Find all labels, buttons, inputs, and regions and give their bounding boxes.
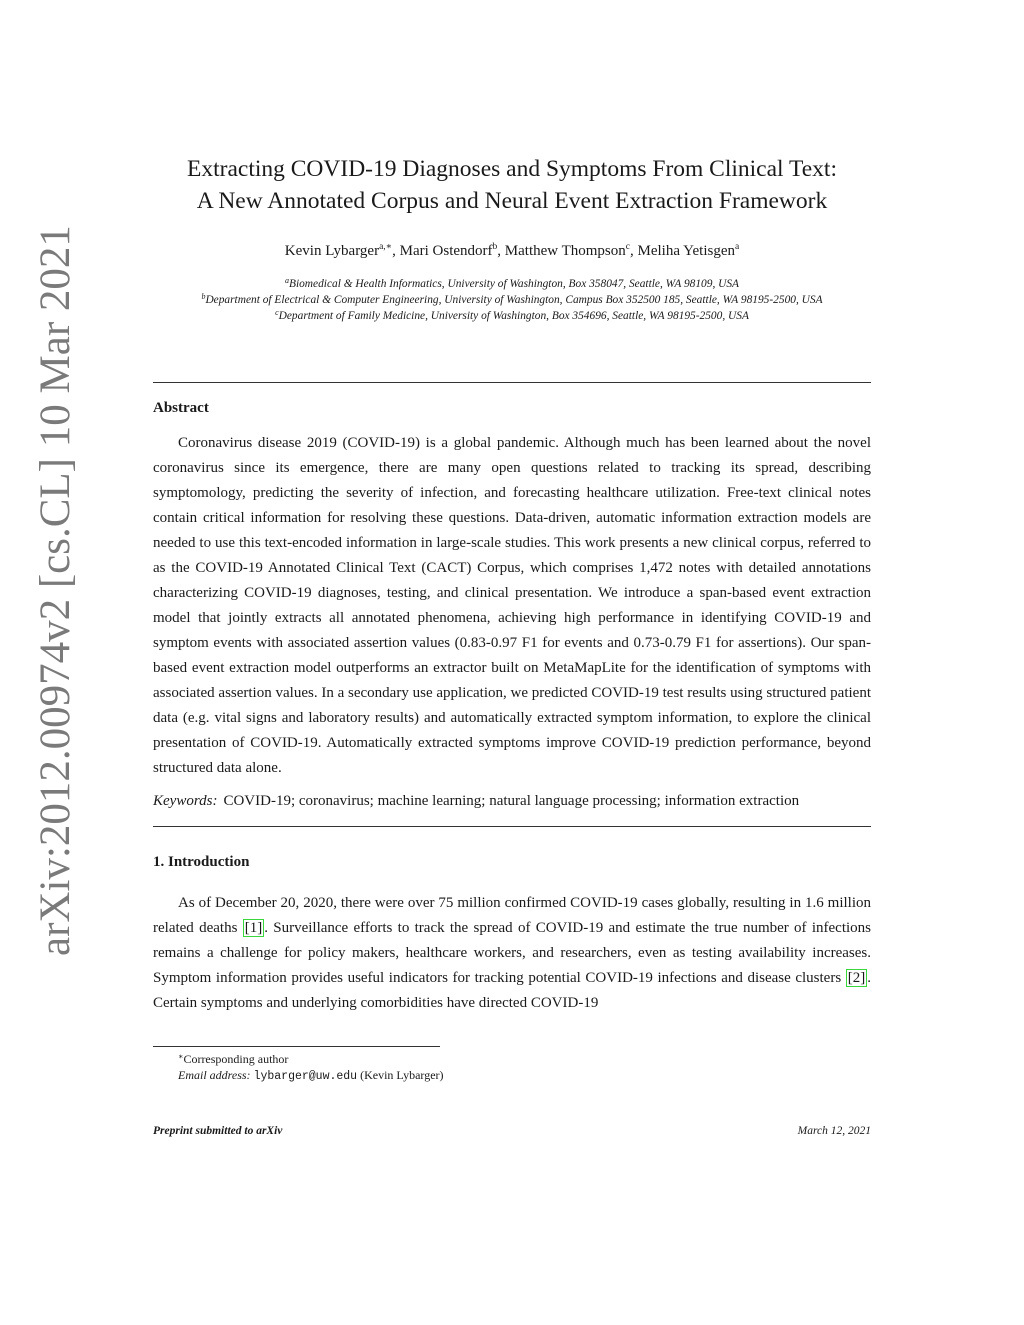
author: Kevin Lybarger$^{a,∗}$,: [284, 242, 400, 259]
keywords-label: Keywords:: [153, 793, 218, 809]
preprint-note: Preprint submitted to arXiv: [153, 1125, 283, 1137]
introduction-body: As of December 20, 2020, there were over 75 million confirmed COVID-19 cases globally, resulting in 1.6 million related deaths [1] . Surveillance efforts to track the spread of COVID-19 and estimate the true number of infections remains a challenge for policy makers, healthcare workers, and researchers, even as testing availability increases. Symptom information provides useful indicators for tracking potential COVID-19 infections and disease clusters [2] . Certain symptoms and underlying comorbidities have directed COVID-19: [153, 895, 871, 1011]
title-line-2: A New Annotated Corpus and Neural Event Extraction Framework: [196, 188, 828, 214]
affiliations: [140, 276, 884, 324]
author: Matthew Thompson$^c$,: [504, 242, 638, 259]
date-note: March 12, 2021: [797, 1125, 871, 1137]
abstract-top-rule: [153, 382, 871, 383]
citation-link[interactable]: [2]: [847, 970, 866, 986]
abstract-heading: Abstract: [153, 400, 209, 416]
keywords-list: COVID-19; coronavirus; machine learning; natural language processing; information extraction: [223, 793, 800, 809]
arxiv-identifier: arXiv:2012.00974v2 [cs.CL] 10 Mar 2021: [32, 225, 79, 956]
section-heading-introduction: 1. Introduction: [153, 854, 250, 870]
abstract-bottom-rule: [153, 826, 871, 827]
citation-link[interactable]: [1]: [244, 920, 263, 936]
footnote: ∗Corresponding author Email address: lybarger@uw.edu (Kevin Lybarger): [178, 1052, 444, 1083]
abstract-body: Coronavirus disease 2019 (COVID-19) is a global pandemic. Although much has been learned about the novel coronavirus since its emergence, there are many open questions related to tracking its spread, describing symptomology, predicting the severity of infection, and forecasting healthcare utilization. Free-text clinical notes contain critical information for resolving these questions. Data-driven, automatic information extraction models are needed to use this text-encoded information in large-scale studies. This work presents a new clinical corpus, referred to as the COVID-19 Annotated Clinical Text (CACT) Corpus, which comprises 1,472 notes with detailed annotations characterizing COVID-19 diagnoses, testing, and clinical presentation. We introduce a span-based event extraction model that jointly extracts all annotated phenomena, achieving high performance in identifying COVID-19 and symptom events with associated assertion values (0.83-0.97 F1 for events and 0.73-0.79 F1 for assertions). Our span-based event extraction model outperforms an extractor built on MetaMapLite for the identification of symptoms with associated assertion values. In a secondary use application, we predicted COVID-19 test results using structured patient data (e.g. vital signs and laboratory results) and automatically extracted symptom information, to explore the clinical presentation of COVID-19. Automatically extracted symptoms improve COVID-19 prediction performance, beyond structured data alone.: [153, 435, 871, 776]
affiliation: $^a$Biomedical & Health Informatics, University of Washington, Box 358047, Seattle, WA 98109, USA: [284, 276, 740, 290]
author-list: [153, 241, 871, 261]
keywords: [153, 791, 871, 811]
affiliation: $^b$Department of Electrical & Computer Engineering, University of Washington, Campus Box 352500 185, Seattle, WA 98195-2500, USA: [201, 292, 823, 306]
footnote-rule: [153, 1046, 440, 1047]
paper-title: [153, 153, 871, 217]
author: Mari Ostendorf$^b$,: [399, 242, 505, 259]
email-address[interactable]: lybarger@uw.edu: [253, 1070, 358, 1083]
affiliation: $^c$Department of Family Medicine, University of Washington, Box 354696, Seattle, WA 98195-2500, USA: [275, 308, 749, 322]
title-line-1: Extracting COVID-19 Diagnoses and Symptoms From Clinical Text:: [187, 156, 837, 182]
author: Meliha Yetisgen$^a$: [637, 242, 740, 259]
